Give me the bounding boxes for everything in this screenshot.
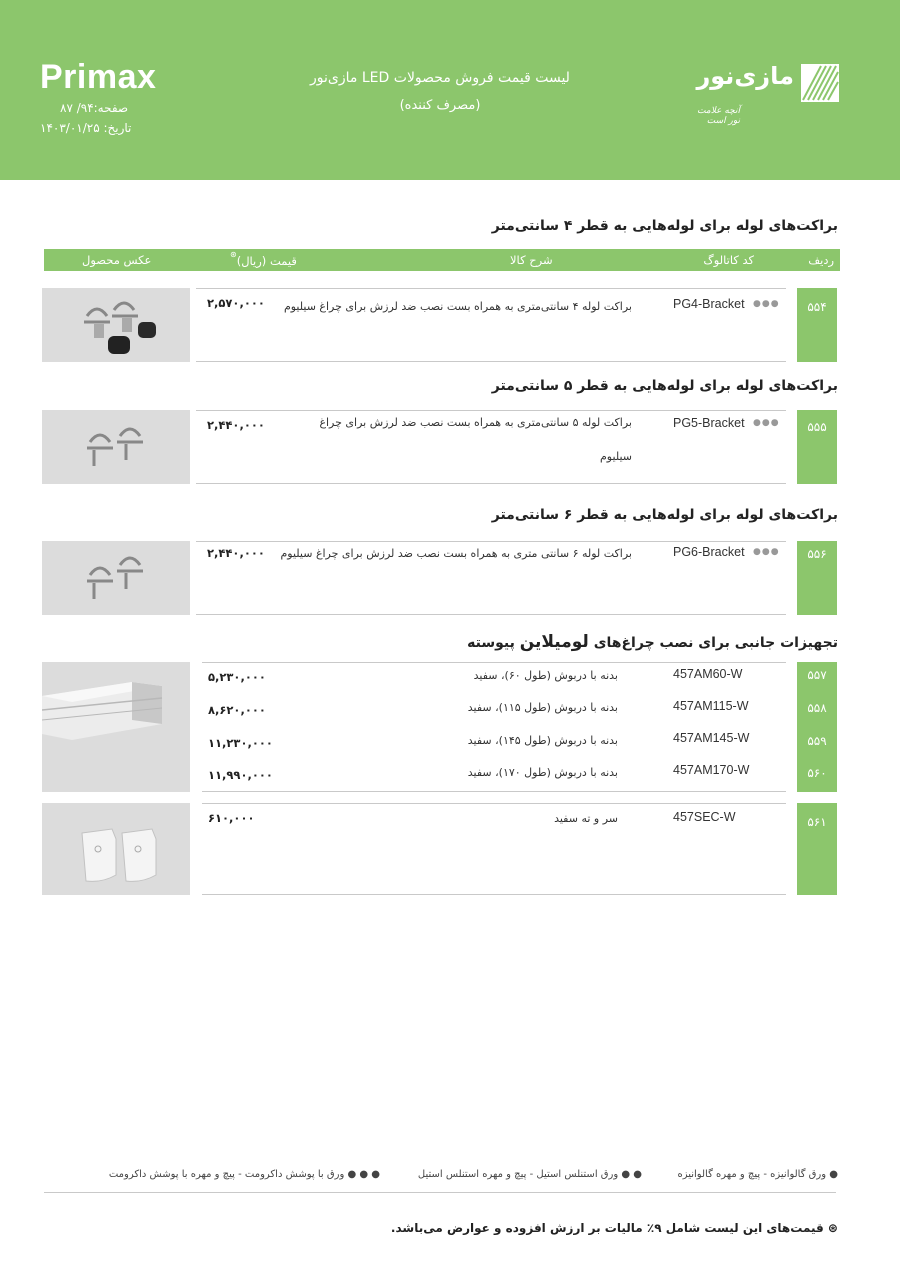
end-cap-icon bbox=[42, 803, 190, 895]
pipe-bracket-icon bbox=[42, 288, 190, 362]
section-title: براکت‌های لوله برای لوله‌هایی به قطر ۵ سانتی‌متر bbox=[491, 378, 838, 394]
page-number: صفحه:۹۴/ ۸۷ bbox=[60, 101, 129, 115]
product-description: براکت لوله ۴ سانتی‌متری به همراه بست نصب ضد لرزش برای چراغ سیلیوم bbox=[283, 300, 632, 313]
row-number-group: ۵۵۷ ۵۵۸ ۵۵۹ ۵۶۰ bbox=[797, 662, 837, 792]
product-description: براکت لوله ۶ سانتی متری به همراه بست نصب ضد لرزش برای چراغ سیلیوم bbox=[280, 547, 632, 560]
pipe-bracket-icon bbox=[42, 541, 190, 615]
row-number-cell: ۵۵۵ bbox=[797, 410, 837, 484]
product-photo bbox=[42, 803, 190, 895]
pipe-bracket-icon bbox=[42, 410, 190, 484]
column-header-bar bbox=[44, 249, 840, 271]
section-title: براکت‌های لوله برای لوله‌هایی به قطر ۶ سانتی‌متر bbox=[491, 507, 838, 523]
material-marker: ●●● bbox=[753, 418, 780, 428]
row-number-cell: ۵۶۱ bbox=[797, 803, 837, 895]
logo-wordmark: مازی‌نور bbox=[696, 62, 794, 90]
logo-tagline: آنچه علامت نور است bbox=[697, 106, 740, 126]
row-number-cell: ۵۵۴ bbox=[797, 288, 837, 362]
product-description: براکت لوله ۵ سانتی‌متری به همراه بست نصب ضد لرزش برای چراغ bbox=[319, 416, 632, 429]
product-price: ۱۱,۲۳۰,۰۰۰ bbox=[208, 736, 273, 750]
catalog-code: PG4-Bracket bbox=[673, 297, 745, 311]
header-band bbox=[0, 0, 900, 180]
material-marker: ●●● bbox=[753, 299, 780, 309]
catalog-code: 457AM60-W bbox=[673, 667, 743, 681]
brand-name: Primax bbox=[40, 58, 157, 96]
footnote-galvanized: ● ورق گالوانیزه - پیچ و مهره گالوانیزه bbox=[677, 1169, 838, 1180]
document-title: لیست قیمت فروش محصولات LED مازی‌نور bbox=[310, 70, 570, 86]
column-price: قیمت (ریال)⊛ bbox=[230, 250, 297, 268]
product-photo bbox=[42, 541, 190, 615]
footer-divider bbox=[44, 1192, 836, 1193]
product-price: ۶۱۰,۰۰۰ bbox=[208, 811, 255, 825]
product-description-continued: سیلیوم bbox=[600, 450, 632, 463]
section-title: تجهیزات جانبی برای نصب چراغ‌های لومیلاین پیوسته bbox=[467, 632, 838, 652]
column-description: شرح کالا bbox=[510, 253, 553, 267]
product-price: ۱۱,۹۹۰,۰۰۰ bbox=[208, 768, 273, 782]
column-photo: عکس محصول bbox=[82, 253, 152, 267]
column-catalog-code: کد کاتالوگ bbox=[703, 253, 754, 267]
catalog-code: 457AM145-W bbox=[673, 731, 750, 745]
document-subtitle: (مصرف کننده) bbox=[399, 98, 481, 113]
catalog-code: PG6-Bracket bbox=[673, 545, 745, 559]
company-logo bbox=[695, 60, 840, 126]
product-description: بدنه با دربوش (طول ۱۴۵)، سفید bbox=[467, 734, 618, 747]
product-price: ۸,۶۲۰,۰۰۰ bbox=[208, 703, 266, 717]
product-price: ۵,۲۳۰,۰۰۰ bbox=[208, 670, 266, 684]
section-title: براکت‌های لوله برای لوله‌هایی به قطر ۴ سانتی‌متر bbox=[491, 218, 838, 234]
product-photo bbox=[42, 288, 190, 362]
footnote-dacromet: ● ● ● ورق با پوشش داکرومت - پیچ و مهره با پوشش داکرومت bbox=[108, 1169, 380, 1180]
catalog-code: 457AM115-W bbox=[673, 699, 749, 713]
row-number-cell: ۵۵۶ bbox=[797, 541, 837, 615]
product-price: ۲,۴۴۰,۰۰۰ bbox=[207, 418, 265, 432]
product-description: بدنه با دربوش (طول ۱۱۵)، سفید bbox=[467, 701, 618, 714]
catalog-code: 457AM170-W bbox=[673, 763, 750, 777]
catalog-code: PG5-Bracket bbox=[673, 416, 745, 430]
product-description: بدنه با دربوش (طول ۱۷۰)، سفید bbox=[467, 766, 618, 779]
product-description: بدنه با دربوش (طول ۶۰)، سفید bbox=[473, 669, 618, 682]
linear-profile-icon bbox=[42, 662, 190, 792]
product-description: سر و ته سفید bbox=[554, 812, 618, 825]
footnote-stainless: ● ● ورق استنلس استیل - پیچ و مهره استنلس استیل bbox=[417, 1169, 642, 1180]
product-line-name: لومیلاین bbox=[519, 632, 589, 652]
product-price: ۲,۴۴۰,۰۰۰ bbox=[207, 546, 265, 560]
vat-note: ⊛ قیمت‌های این لیست شامل ۹٪ مالیات بر ارزش افزوده و عوارض می‌باشد. bbox=[390, 1221, 838, 1235]
product-price: ۲,۵۷۰,۰۰۰ bbox=[207, 296, 265, 310]
column-row: ردیف bbox=[808, 253, 834, 267]
product-photo bbox=[42, 410, 190, 484]
price-footnote-mark: ⊛ bbox=[230, 250, 237, 259]
product-photo bbox=[42, 662, 190, 792]
material-marker: ●●● bbox=[753, 547, 780, 557]
page-date: تاریخ: ۱۴۰۳/۰۱/۲۵ bbox=[40, 121, 132, 135]
catalog-code: 457SEC-W bbox=[673, 810, 736, 824]
